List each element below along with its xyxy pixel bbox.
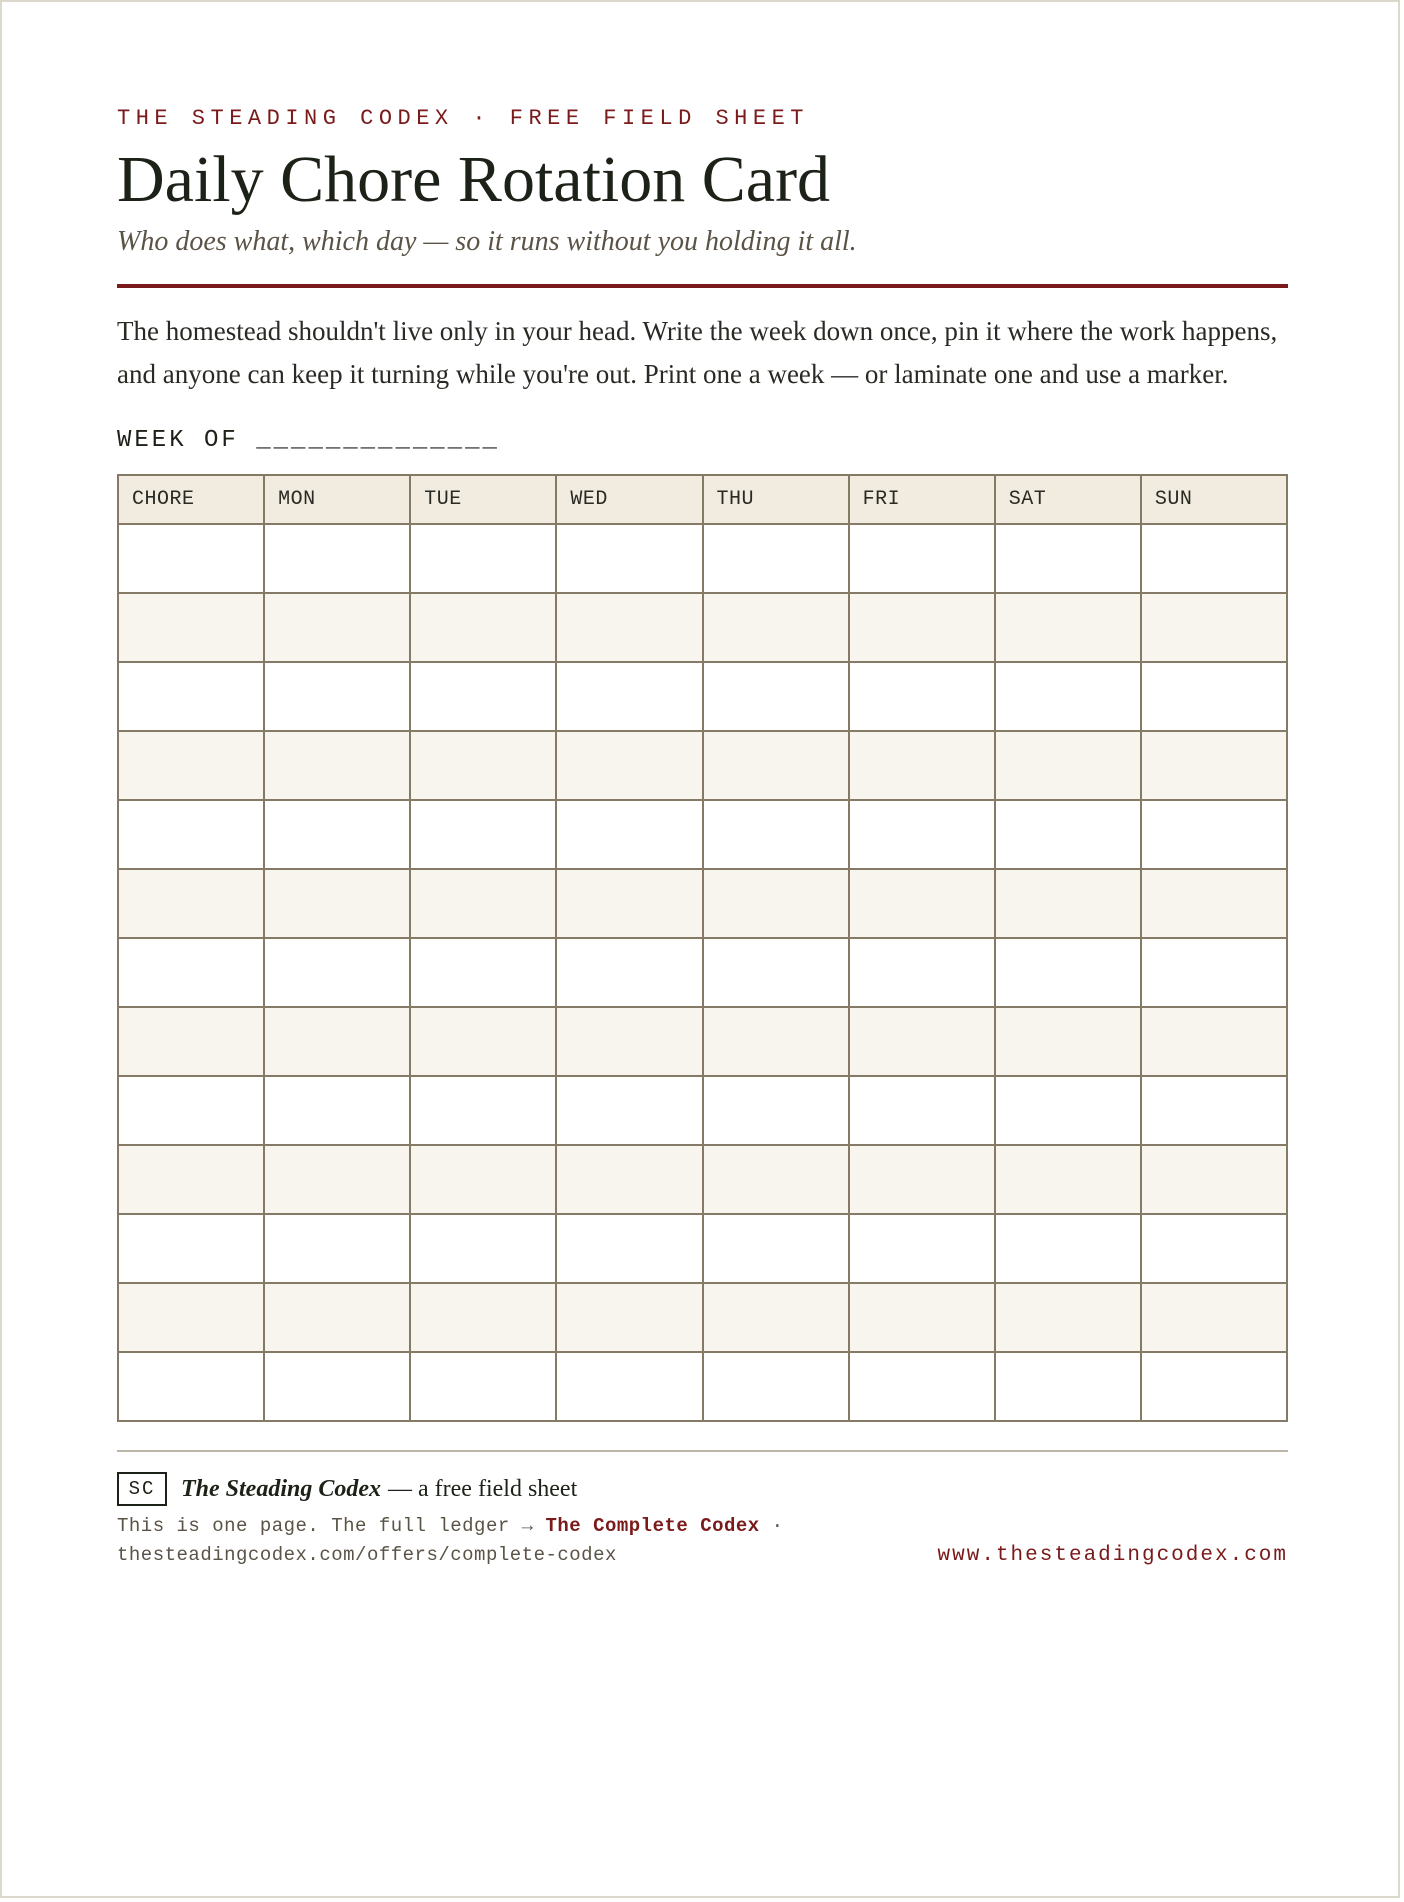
cell-sat[interactable] — [995, 938, 1141, 1007]
cell-mon[interactable] — [264, 800, 410, 869]
cell-sun[interactable] — [1141, 1007, 1287, 1076]
footer-divider — [117, 1450, 1288, 1452]
cell-wed[interactable] — [556, 800, 702, 869]
cell-sat[interactable] — [995, 869, 1141, 938]
table-body — [118, 524, 1287, 1421]
cell-thu[interactable] — [703, 662, 849, 731]
cell-sun[interactable] — [1141, 800, 1287, 869]
cell-wed[interactable] — [556, 524, 702, 593]
cell-fri[interactable] — [849, 800, 995, 869]
column-header-sat: SAT — [995, 475, 1141, 524]
week-of-label: WEEK OF — [117, 427, 239, 454]
cell-sun[interactable] — [1141, 1214, 1287, 1283]
cell-thu[interactable] — [703, 1352, 849, 1421]
cell-sat[interactable] — [995, 1214, 1141, 1283]
cell-chore[interactable] — [118, 662, 264, 731]
cell-fri[interactable] — [849, 1352, 995, 1421]
table-row — [118, 1145, 1287, 1214]
cell-wed[interactable] — [556, 662, 702, 731]
footer-note-suffix: · — [759, 1515, 784, 1537]
eyebrow: THE STEADING CODEX · FREE FIELD SHEET — [117, 106, 809, 131]
cell-chore[interactable] — [118, 1145, 264, 1214]
cell-fri[interactable] — [849, 1076, 995, 1145]
column-header-sun: SUN — [1141, 475, 1287, 524]
column-header-wed: WED — [556, 475, 702, 524]
cell-mon[interactable] — [264, 869, 410, 938]
week-of-blank[interactable]: ______________ — [256, 427, 500, 454]
table-row — [118, 524, 1287, 593]
cell-sat[interactable] — [995, 662, 1141, 731]
cell-sat[interactable] — [995, 1145, 1141, 1214]
footer-offer-url[interactable]: thesteadingcodex.com/offers/complete-codex — [117, 1544, 617, 1566]
footer-note — [117, 1512, 784, 1570]
cell-thu[interactable] — [703, 1007, 849, 1076]
cell-mon[interactable] — [264, 524, 410, 593]
column-header-fri: FRI — [849, 475, 995, 524]
cell-fri[interactable] — [849, 1007, 995, 1076]
cell-tue[interactable] — [410, 1214, 556, 1283]
cell-wed[interactable] — [556, 1007, 702, 1076]
cell-tue[interactable] — [410, 1352, 556, 1421]
cell-sat[interactable] — [995, 1283, 1141, 1352]
cell-fri[interactable] — [849, 524, 995, 593]
cell-sat[interactable] — [995, 593, 1141, 662]
cell-sun[interactable] — [1141, 1145, 1287, 1214]
cell-wed[interactable] — [556, 1214, 702, 1283]
cell-tue[interactable] — [410, 800, 556, 869]
cell-mon[interactable] — [264, 731, 410, 800]
table-row — [118, 1352, 1287, 1421]
cell-fri[interactable] — [849, 593, 995, 662]
cell-mon[interactable] — [264, 1007, 410, 1076]
sheet-content — [117, 106, 1288, 1570]
cell-wed[interactable] — [556, 938, 702, 1007]
cell-sat[interactable] — [995, 731, 1141, 800]
footer-row — [117, 1512, 1288, 1570]
cell-sat[interactable] — [995, 800, 1141, 869]
footer-note-line-1 — [117, 1512, 784, 1541]
cell-mon[interactable] — [264, 1145, 410, 1214]
cell-sun[interactable] — [1141, 1076, 1287, 1145]
site-url[interactable]: www.thesteadingcodex.com — [937, 1544, 1288, 1567]
cell-mon[interactable] — [264, 1283, 410, 1352]
cell-wed[interactable] — [556, 1283, 702, 1352]
cell-thu[interactable] — [703, 731, 849, 800]
cell-thu[interactable] — [703, 800, 849, 869]
table-row — [118, 1007, 1287, 1076]
cell-tue[interactable] — [410, 1007, 556, 1076]
cell-chore[interactable] — [118, 731, 264, 800]
cell-tue[interactable] — [410, 662, 556, 731]
table-header-row — [118, 475, 1287, 524]
cell-thu[interactable] — [703, 524, 849, 593]
complete-codex-link[interactable]: The Complete Codex — [545, 1515, 760, 1537]
cell-wed[interactable] — [556, 1352, 702, 1421]
cell-thu[interactable] — [703, 593, 849, 662]
cell-wed[interactable] — [556, 731, 702, 800]
cell-tue[interactable] — [410, 1145, 556, 1214]
table-row — [118, 662, 1287, 731]
page-title: Daily Chore Rotation Card — [117, 143, 831, 216]
cell-mon[interactable] — [264, 1214, 410, 1283]
cell-chore[interactable] — [118, 1076, 264, 1145]
cell-fri[interactable] — [849, 1283, 995, 1352]
cell-mon[interactable] — [264, 662, 410, 731]
column-header-mon: MON — [264, 475, 410, 524]
cell-thu[interactable] — [703, 938, 849, 1007]
cell-tue[interactable] — [410, 938, 556, 1007]
cell-chore[interactable] — [118, 869, 264, 938]
cell-sun[interactable] — [1141, 1283, 1287, 1352]
cell-mon[interactable] — [264, 1076, 410, 1145]
cell-mon[interactable] — [264, 1352, 410, 1421]
title-divider — [117, 284, 1288, 288]
cell-wed[interactable] — [556, 1076, 702, 1145]
cell-sun[interactable] — [1141, 662, 1287, 731]
table-row — [118, 1283, 1287, 1352]
cell-chore[interactable] — [118, 1283, 264, 1352]
cell-thu[interactable] — [703, 1145, 849, 1214]
cell-tue[interactable] — [410, 524, 556, 593]
cell-chore[interactable] — [118, 938, 264, 1007]
cell-mon[interactable] — [264, 593, 410, 662]
cell-chore[interactable] — [118, 800, 264, 869]
cell-sun[interactable] — [1141, 731, 1287, 800]
table-row — [118, 1214, 1287, 1283]
footer-brand — [117, 1470, 1288, 1508]
cell-fri[interactable] — [849, 662, 995, 731]
cell-wed[interactable] — [556, 869, 702, 938]
cell-chore[interactable] — [118, 1352, 264, 1421]
footer-note-prefix: This is one page. The full ledger → — [117, 1515, 546, 1537]
cell-tue[interactable] — [410, 593, 556, 662]
cell-tue[interactable] — [410, 869, 556, 938]
cell-thu[interactable] — [703, 1076, 849, 1145]
cell-tue[interactable] — [410, 1283, 556, 1352]
cell-wed[interactable] — [556, 1145, 702, 1214]
column-header-chore: CHORE — [118, 475, 264, 524]
cell-chore[interactable] — [118, 1007, 264, 1076]
cell-fri[interactable] — [849, 938, 995, 1007]
column-header-tue: TUE — [410, 475, 556, 524]
cell-sun[interactable] — [1141, 869, 1287, 938]
cell-wed[interactable] — [556, 593, 702, 662]
cell-mon[interactable] — [264, 938, 410, 1007]
cell-tue[interactable] — [410, 1076, 556, 1145]
cell-fri[interactable] — [849, 1145, 995, 1214]
cell-sun[interactable] — [1141, 593, 1287, 662]
table-row — [118, 1076, 1287, 1145]
cell-fri[interactable] — [849, 1214, 995, 1283]
cell-chore[interactable] — [118, 524, 264, 593]
cell-fri[interactable] — [849, 869, 995, 938]
cell-sun[interactable] — [1141, 1352, 1287, 1421]
chore-rotation-table — [117, 474, 1288, 1422]
table-row — [118, 869, 1287, 938]
brand-name: The Steading Codex — [181, 1475, 382, 1502]
cell-sat[interactable] — [995, 524, 1141, 593]
table-row — [118, 593, 1287, 662]
brand-tagline: — a free field sheet — [388, 1475, 578, 1502]
cell-sat[interactable] — [995, 1076, 1141, 1145]
intro-paragraph: The homestead shouldn't live only in your head. Write the week down once, pin it where the work happens, and anyone can keep it turning while you're out. Print one a week — or laminate one and use a marker. — [117, 316, 1278, 389]
logo-mark: SC — [117, 1472, 167, 1506]
page-subtitle: Who does what, which day — so it runs without you holding it all. — [117, 226, 857, 257]
cell-sun[interactable] — [1141, 524, 1287, 593]
cell-chore[interactable] — [118, 593, 264, 662]
cell-thu[interactable] — [703, 1214, 849, 1283]
column-header-thu: THU — [703, 475, 849, 524]
table-row — [118, 938, 1287, 1007]
table-row — [118, 731, 1287, 800]
cell-sun[interactable] — [1141, 938, 1287, 1007]
cell-thu[interactable] — [703, 1283, 849, 1352]
week-of-line — [117, 426, 1288, 456]
cell-chore[interactable] — [118, 1214, 264, 1283]
table-row — [118, 800, 1287, 869]
cell-sat[interactable] — [995, 1007, 1141, 1076]
cell-thu[interactable] — [703, 869, 849, 938]
cell-tue[interactable] — [410, 731, 556, 800]
cell-sat[interactable] — [995, 1352, 1141, 1421]
cell-fri[interactable] — [849, 731, 995, 800]
